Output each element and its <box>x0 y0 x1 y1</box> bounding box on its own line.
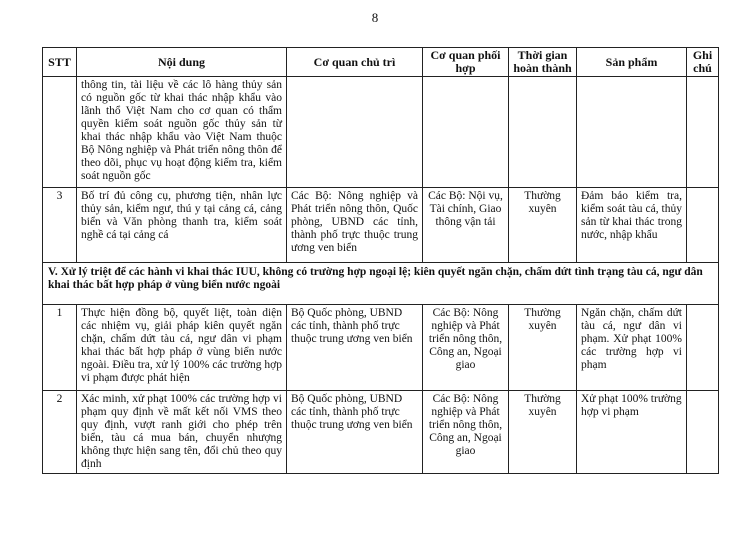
row-phoi-hop: Các Bộ: Nội vụ, Tài chính, Giao thông vận tải <box>423 188 509 263</box>
header-stt: STT <box>43 48 77 77</box>
row-phoi-hop: Các Bộ: Nông nghiệp và Phát triển nông thôn, Công an, Ngoại giao <box>423 305 509 391</box>
header-san-pham: Sản phẩm <box>577 48 687 77</box>
header-co-quan-chu-tri: Cơ quan chủ trì <box>287 48 423 77</box>
row-stt: 2 <box>43 391 77 474</box>
row-thoi-gian: Thường xuyên <box>509 188 577 263</box>
row-stt <box>43 77 77 188</box>
row-chu-tri: Bộ Quốc phòng, UBND các tỉnh, thành phố trực thuộc trung ương ven biển <box>287 305 423 391</box>
row-stt: 1 <box>43 305 77 391</box>
row-noi-dung: thông tin, tài liệu về các lô hàng thủy sản có nguồn gốc từ khai thác nhập khẩu vào lãnh thổ Việt Nam cho cơ quan có thẩm quyền kiểm soát nguồn gốc thủy sản từ khai thác nhập khẩu vào Việt Nam thuộc Bộ Nông nghiệp và Phát triển nông thôn để theo dõi, phục vụ hoạt động kiểm tra, kiểm soát nguồn gốc <box>77 77 287 188</box>
row-thoi-gian: Thường xuyên <box>509 391 577 474</box>
header-noi-dung: Nội dung <box>77 48 287 77</box>
section-title: V. Xử lý triệt để các hành vi khai thác IUU, không có trường hợp ngoại lệ; kiên quyết ngăn chặn, chấm dứt tình trạng tàu cá, ngư dân khai thác bất hợp pháp ở vùng biển nước ngoài <box>43 263 719 305</box>
header-co-quan-phoi-hop: Cơ quan phối hợp <box>423 48 509 77</box>
table-row <box>43 77 719 188</box>
row-san-pham: Đảm bảo kiểm tra, kiểm soát tàu cá, thủy sản từ khai thác trong nước, nhập khẩu <box>577 188 687 263</box>
header-row <box>43 48 719 77</box>
row-stt: 3 <box>43 188 77 263</box>
section-row <box>43 263 719 305</box>
row-noi-dung: Bố trí đủ công cụ, phương tiện, nhân lực thủy sản, kiểm ngư, thú y tại cảng cá, cảng biển và Văn phòng thanh tra, kiểm soát nghề cá tại cảng cá <box>77 188 287 263</box>
row-san-pham: Ngăn chặn, chấm dứt tàu cá, ngư dân vi phạm. Xử phạt 100% các trường hợp vi phạm <box>577 305 687 391</box>
header-ghi-chu: Ghi chú <box>687 48 719 77</box>
row-thoi-gian: Thường xuyên <box>509 305 577 391</box>
row-phoi-hop: Các Bộ: Nông nghiệp và Phát triển nông thôn, Công an, Ngoại giao <box>423 391 509 474</box>
header-thoi-gian: Thời gian hoàn thành <box>509 48 577 77</box>
row-ghi-chu <box>687 188 719 263</box>
row-phoi-hop <box>423 77 509 188</box>
table-row <box>43 391 719 474</box>
table-row <box>43 188 719 263</box>
table-row <box>43 305 719 391</box>
row-noi-dung: Xác minh, xử phạt 100% các trường hợp vi phạm quy định về mất kết nối VMS theo quy định, vượt ranh giới cho phép trên biển, tàu cá mua bán, chuyển nhượng không thực hiện sang tên, đổi chủ theo quy định <box>77 391 287 474</box>
row-san-pham: Xử phạt 100% trường hợp vi phạm <box>577 391 687 474</box>
row-ghi-chu <box>687 305 719 391</box>
row-noi-dung: Thực hiện đồng bộ, quyết liệt, toàn diện các nhiệm vụ, giải pháp kiên quyết ngăn chặn, chấm dứt tàu cá, ngư dân vi phạm khai thác bất hợp pháp ở vùng biển nước ngoài. Điều tra, xử lý 100% các trường hợp vi phạm được phát hiện <box>77 305 287 391</box>
row-chu-tri <box>287 77 423 188</box>
plan-table <box>42 47 719 474</box>
row-ghi-chu <box>687 77 719 188</box>
row-chu-tri: Các Bộ: Nông nghiệp và Phát triển nông thôn, Quốc phòng, UBND các tỉnh, thành phố trực thuộc trung ương ven biển <box>287 188 423 263</box>
page-number: 8 <box>371 10 379 25</box>
row-san-pham <box>577 77 687 188</box>
row-ghi-chu <box>687 391 719 474</box>
row-chu-tri: Bộ Quốc phòng, UBND các tỉnh, thành phố trực thuộc trung ương ven biển <box>287 391 423 474</box>
row-thoi-gian <box>509 77 577 188</box>
